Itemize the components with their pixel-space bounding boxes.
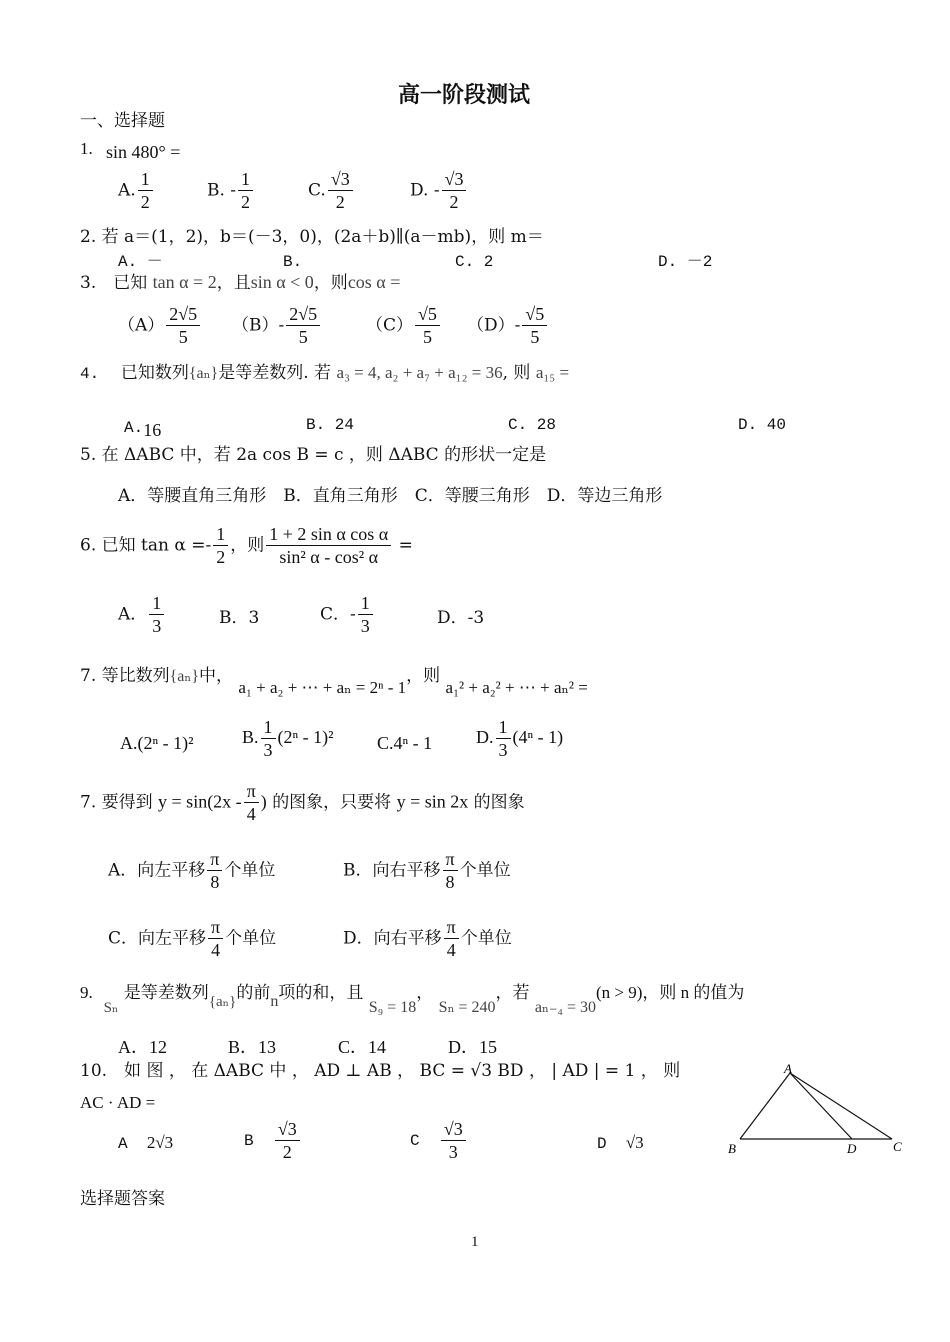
q7b-option-a: A．向左平移 $\frac{\pi}{8}$ 个单位	[108, 849, 276, 892]
fraction: $\frac{√3}{2}$	[328, 170, 353, 212]
side-ac	[790, 1073, 892, 1139]
q5-options: A．等腰直角三角形 B．直角三角形 C．等腰三角形 D．等边三角形	[118, 486, 663, 506]
fraction: $\frac{\pi}{8}$	[443, 850, 458, 892]
q9-option-a: A．12	[118, 1037, 167, 1057]
fraction: $\frac{\pi}{4}$	[444, 918, 459, 960]
fraction: $\frac{1}{2}$	[138, 170, 153, 212]
q1-option-d: D. - $\frac{√3}{2}$	[410, 170, 468, 212]
q2-option-b: B.	[283, 253, 303, 271]
fraction: $\frac{\text{1 + 2 sin α cos α}}{\text{sin² α - cos² α}}$	[266, 525, 391, 567]
answer-label: 选择题答案	[80, 1189, 165, 1209]
q7b-option-c: C．向左平移 $\frac{\pi}{4}$ 个单位	[108, 917, 277, 960]
q10-stem-line1: 10. 如 图 ， 在 ΔABC 中 ， AD ⊥ AB ， BC = √3 BD ， | AD | = 1 ， 则	[80, 1061, 681, 1081]
q2-option-a: A. －	[118, 253, 163, 271]
q9-option-d: D．15	[448, 1037, 497, 1057]
q6-option-c: C．- $\frac{1}{3}$	[320, 594, 375, 636]
fraction: $\frac{√5}{5}$	[415, 305, 440, 347]
fraction: $\frac{√3}{2}$	[275, 1120, 300, 1162]
q4-option-d: D. 40	[738, 416, 787, 434]
q6-option-b: B．3	[219, 608, 260, 628]
q10-option-a: A 2√3	[118, 1133, 174, 1153]
vertex-d-label: D	[847, 1141, 857, 1156]
q6-option-a: A． $\frac{1}{3}$	[118, 594, 166, 636]
fraction: $\frac{1}{3}$	[496, 718, 511, 760]
vertex-c-label: C	[893, 1139, 902, 1154]
section-heading: 一、选择题	[80, 111, 165, 131]
fraction: $\frac{2√5}{5}$	[166, 305, 200, 347]
side-ab	[740, 1073, 790, 1139]
q7a-option-a: A.(2ⁿ - 1)²	[120, 733, 194, 753]
segment-ad	[790, 1073, 852, 1139]
q10-option-b: B $\frac{√3}{2}$	[244, 1120, 302, 1162]
q1-option-c: C. $\frac{√3}{2}$	[308, 170, 355, 212]
fraction: $\frac{\pi}{8}$	[207, 850, 222, 892]
fraction: $\frac{√5}{5}$	[522, 305, 547, 347]
q7b-stem: 7. 要得到 y = sin(2x - $\frac{\pi}{4}$ ) 的图象，只要将 y = sin 2x 的图象	[80, 781, 525, 824]
q7a-option-d: D. $\frac{1}{3}$ (4ⁿ - 1)	[476, 717, 564, 760]
fraction: $\frac{1}{3}$	[261, 718, 276, 760]
q2-option-c: C. 2	[455, 253, 494, 271]
q1-stem: sin 480° =	[106, 142, 181, 162]
q1-option-a: A. $\frac{1}{2}$	[118, 170, 155, 212]
q4-option-c: C. 28	[508, 416, 557, 434]
fraction: $\frac{1}{3}$	[149, 594, 164, 636]
q3-option-b: （B）- $\frac{2√5}{5}$	[232, 305, 322, 347]
vertex-b-label: B	[728, 1141, 736, 1156]
fraction: $\frac{1}{2}$	[238, 170, 253, 212]
q3-option-c: （C） $\frac{√5}{5}$	[366, 305, 442, 347]
q7b-option-d: D．向右平移 $\frac{\pi}{4}$ 个单位	[343, 917, 512, 960]
q7b-option-b: B．向右平移 $\frac{\pi}{8}$ 个单位	[343, 849, 511, 892]
q7a-stem: 7. 等比数列{aₙ}中， a₁ + a₂ + ⋯ + aₙ = 2ⁿ - 1，则 a₁² + a₂² + ⋯ + aₙ² =	[80, 666, 588, 697]
vertex-a-label: A	[784, 1061, 792, 1076]
q6-option-d: D．-3	[437, 608, 485, 628]
q2-option-d: D. －2	[658, 253, 713, 271]
q10-stem-line2: AC · AD =	[80, 1093, 156, 1112]
q5-stem: 5. 在 ΔABC 中，若 2a cos B = c ，则 ΔABC 的形状一定是	[80, 445, 547, 465]
q1-number: 1.	[80, 139, 93, 158]
fraction: $\frac{2√5}{5}$	[286, 305, 320, 347]
q4-stem: 4. 已知数列{aₙ}是等差数列. 若 a₃ = 4, a₂ + a₇ + a₁₂ = 36, 则 a₁₅ =	[80, 363, 570, 383]
q9-option-c: C．14	[338, 1037, 387, 1057]
triangle-figure	[720, 1060, 920, 1160]
page-number: 1	[471, 1234, 479, 1250]
q3-option-a: （A） $\frac{2√5}{5}$	[118, 305, 202, 347]
fraction: $\frac{\pi}{4}$	[244, 782, 259, 824]
q4-option-b: B. 24	[306, 416, 355, 434]
q6-stem: 6. 已知 tan α =- $\frac{1}{2}$ ，则 $\frac{\text{1 + 2 sin α cos α}}{\text{sin² α - cos² α}}$ =	[80, 524, 413, 567]
fraction: $\frac{√3}{2}$	[442, 170, 467, 212]
fraction: $\frac{1}{2}$	[213, 525, 228, 567]
q9-option-b: B．13	[228, 1037, 277, 1057]
q1-option-b: B. - $\frac{1}{2}$	[207, 170, 255, 212]
q3-option-d: （D）- $\frac{√5}{5}$	[467, 305, 549, 347]
q2-stem: 2. 若 a＝(1，2)，b＝(－3，0)，(2a＋b)∥(a－mb)，则 m＝	[80, 227, 544, 247]
fraction: $\frac{\pi}{4}$	[208, 918, 223, 960]
q7a-option-c: C.4ⁿ - 1	[377, 733, 433, 753]
q7a-option-b: B. $\frac{1}{3}$ (2ⁿ - 1)²	[242, 717, 334, 760]
fraction: $\frac{1}{3}$	[358, 594, 373, 636]
page-title: 高一阶段测试	[398, 82, 531, 108]
q9-stem: 9. Sₙ 是等差数列{aₙ}的前n项的和，且 S₉ = 18， Sₙ = 240，若 aₙ₋₄ = 30(n > 9)，则 n 的值为	[80, 983, 745, 1016]
q10-option-d: D √3	[597, 1133, 644, 1153]
q3-stem: 3. 已知 tan α = 2，且sin α < 0，则cos α =	[80, 272, 401, 293]
q10-option-c: C $\frac{√3}{3}$	[410, 1120, 468, 1162]
q4-option-a: A.16	[124, 419, 162, 440]
fraction: $\frac{√3}{3}$	[441, 1120, 466, 1162]
